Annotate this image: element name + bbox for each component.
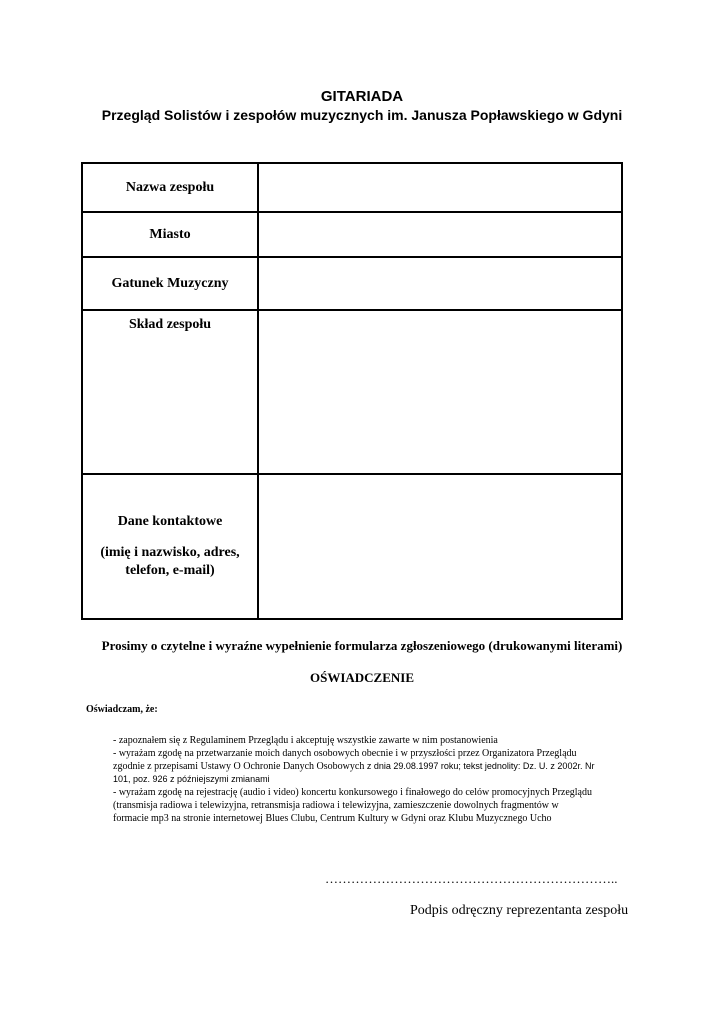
form-row-lineup: [82, 310, 622, 474]
form-row-contact: [82, 474, 622, 619]
form-subtitle: Przegląd Solistów i zespołów muzycznych im. Janusza Popławskiego w Gdyni: [101, 107, 623, 123]
contact-field[interactable]: [258, 474, 622, 619]
declaration-line: - wyrażam zgodę na przetwarzanie moich danych osobowych obecnie i w przyszłości przez Organizatora Przeglądu: [113, 748, 577, 759]
form-row-city: [82, 212, 622, 257]
contact-label: Dane kontaktowe: [117, 514, 223, 529]
genre-field[interactable]: [258, 257, 622, 310]
declaration-line-part: z dnia 29.08.1997 roku; tekst jednolity: Dz. U. z 2002r. Nr: [364, 761, 595, 771]
signature-label: Podpis odręczny reprezentanta zespołu: [410, 903, 629, 918]
lineup-label: Skład zespołu: [82, 310, 258, 474]
contact-label-cell: [82, 474, 258, 619]
declaration-list: [113, 734, 643, 825]
fill-instruction-note: Prosimy o czytelne i wyraźne wypełnienie formularza zgłoszeniowego (drukowanymi literami): [101, 638, 623, 653]
declaration-intro: Oświadczam, że:: [86, 704, 158, 715]
declaration-line: 101, poz. 926 z późniejszymi zmianami: [113, 774, 270, 784]
band-name-field[interactable]: [258, 163, 622, 212]
genre-label: Gatunek Muzyczny: [82, 257, 258, 310]
band-name-label: Nazwa zespołu: [82, 163, 258, 212]
declaration-line: - zapoznałem się z Regulaminem Przeglądu i akceptuję wszystkie zawarte w nim postanowienia: [113, 735, 498, 746]
declaration-line: [113, 760, 643, 773]
signature-dots: …………………………………………………………..: [325, 871, 618, 886]
city-label: Miasto: [82, 212, 258, 257]
application-form-table: [81, 162, 623, 620]
lineup-field[interactable]: [258, 310, 622, 474]
form-title: GITARIADA: [320, 88, 404, 105]
declaration-line-part: zgodnie z przepisami Ustawy O Ochronie Danych Osobowych: [113, 761, 365, 772]
declaration-line: - wyrażam zgodę na rejestrację (audio i video) koncertu konkursowego i finałowego do celów promocyjnych Przeglądu: [113, 787, 592, 798]
declaration-line: formacie mp3 na stronie internetowej Blues Clubu, Centrum Kultury w Gdyni oraz Klubu Muzycznego Ucho: [113, 813, 552, 824]
contact-sublabel-1: (imię i nazwisko, adres,: [100, 545, 240, 560]
form-row-band-name: [82, 163, 622, 212]
contact-sublabel-2: telefon, e-mail): [125, 563, 215, 578]
city-field[interactable]: [258, 212, 622, 257]
declaration-line: (transmisja radiowa i telewizyjna, retransmisja radiowa i telewizyjna, zamieszczenie dowolnych fragmentów w: [113, 800, 559, 811]
declaration-title: OŚWIADCZENIE: [309, 670, 415, 685]
form-row-genre: [82, 257, 622, 310]
